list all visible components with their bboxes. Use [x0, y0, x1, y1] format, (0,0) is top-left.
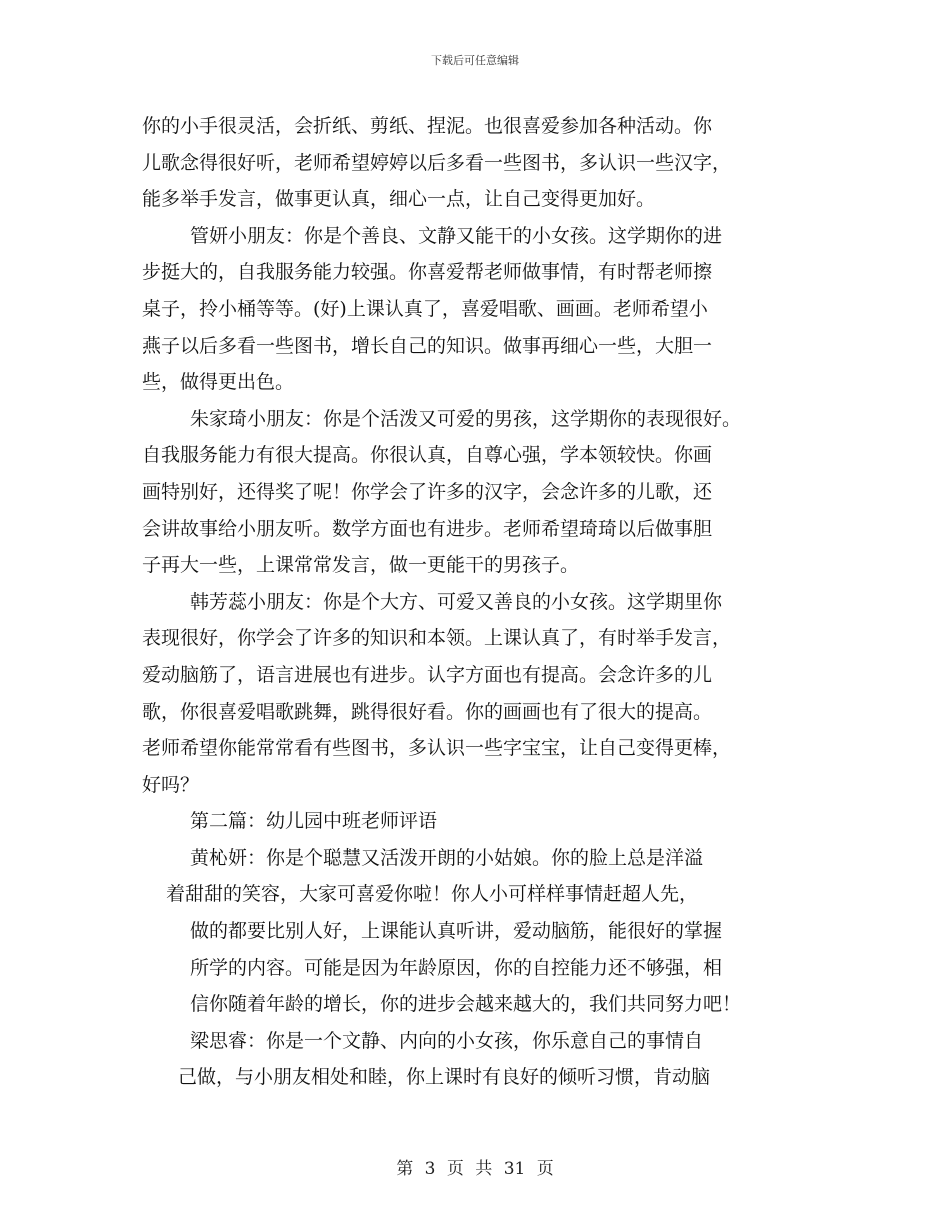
text-line: 能多举手发言，做事更认真，细心一点，让自己变得更加好。 [142, 188, 656, 211]
text-line: 梁思睿：你是一个文静、内向的小女孩，你乐意自己的事情自 [190, 1029, 704, 1052]
text-line: 所学的内容。可能是因为年龄原因，你的自控能力还不够强，相 [190, 956, 723, 979]
text-line: 燕子以后多看一些图书，增长自己的知识。做事再细心一些，大胆一 [142, 334, 713, 357]
document-body [142, 108, 822, 1096]
text-line: 些，做得更出色。 [142, 371, 295, 394]
page-footer: 第 3 页 共 31 页 [396, 1159, 554, 1179]
text-line: 你的小手很灵活，会折纸、剪纸、捏泥。也很喜爱参加各种活动。你 [142, 115, 713, 137]
text-line: 第二篇：幼儿园中班老师评语 [190, 810, 438, 833]
text-line: 桌子，拎小桶等等。(好)上课认真了，喜爱唱歌、画画。老师希望小 [142, 297, 708, 320]
text-line: 儿歌念得很好听，老师希望婷婷以后多看一些图书，多认识一些汉字， [142, 151, 732, 174]
text-line: 爱动脑筋了，语言进展也有进步。认字方面也有提高。会念许多的儿 [142, 663, 713, 686]
text-line: 步挺大的，自我服务能力较强。你喜爱帮老师做事情，有时帮老师擦 [142, 261, 713, 284]
text-line: 韩芳蕊小朋友：你是个大方、可爱又善良的小女孩。这学期里你 [190, 590, 723, 613]
text-line: 着甜甜的笑容，大家可喜爱你啦！你人小可样样事情赶超人先， [166, 883, 699, 906]
text-line: 己做，与小朋友相处和睦，你上课时有良好的倾听习惯，肯动脑 [178, 1066, 711, 1089]
text-line: 信你随着年龄的增长，你的进步会越来越大的，我们共同努力吧！ [190, 993, 742, 1016]
text-line: 朱家琦小朋友：你是个活泼又可爱的男孩，这学期你的表现很好。 [190, 407, 742, 430]
text-line: 做的都要比别人好，上课能认真听讲，爱动脑筋，能很好的掌握 [190, 920, 723, 943]
text-line: 自我服务能力有很大提高。你很认真，自尊心强，学本领较快。你画 [142, 444, 713, 467]
text-line: 歌，你很喜爱唱歌跳舞，跳得很好看。你的画画也有了很大的提高。 [142, 700, 713, 723]
text-line: 画特别好，还得奖了呢！你学会了许多的汉字，会念许多的儿歌，还 [142, 480, 713, 503]
text-line: 子再大一些，上课常常发言，做一更能干的男孩子。 [142, 554, 580, 577]
text-line: 会讲故事给小朋友听。数学方面也有进步。老师希望琦琦以后做事胆 [142, 517, 713, 540]
page-header: 下载后可任意编辑 [431, 54, 519, 67]
text-line: 好吗？ [142, 773, 200, 796]
text-line: 黄杺妍：你是个聪慧又活泼开朗的小姑娘。你的脸上总是洋溢 [190, 846, 704, 869]
text-line: 管妍小朋友：你是个善良、文静又能干的小女孩。这学期你的进 [190, 224, 723, 247]
text-line: 表现很好，你学会了许多的知识和本领。上课认真了，有时举手发言， [142, 627, 732, 650]
text-line: 老师希望你能常常看有些图书，多认识一些字宝宝，让自己变得更棒， [142, 737, 732, 760]
